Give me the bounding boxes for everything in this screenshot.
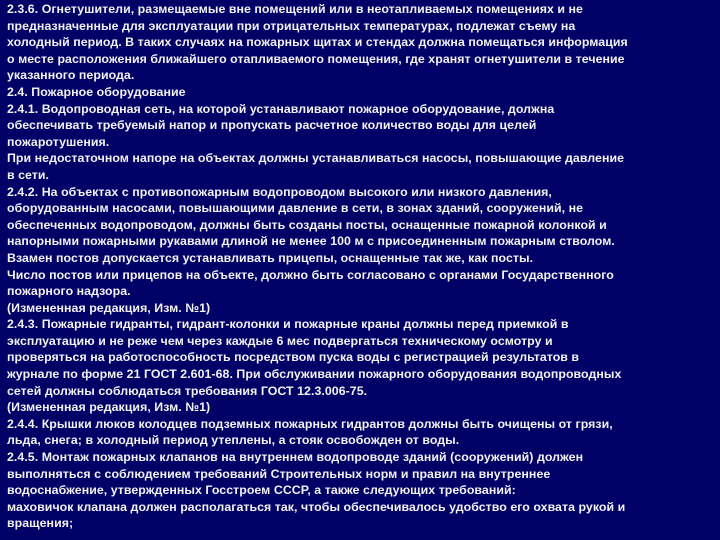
text-line: о месте расположения ближайшего отапливаемого помещения, где хранят огнетушители в течение: [7, 51, 625, 66]
text-line: Число постов или прицепов на объекте, должно быть согласовано с органами Государственного: [7, 267, 614, 282]
text-line: пожарного надзора.: [7, 284, 131, 299]
text-line: предназначенные для эксплуатации при отрицательных температурах, подлежат съему на: [7, 18, 576, 33]
text-line: 2.4.2. На объектах с противопожарным водопроводом высокого или низкого давления,: [7, 184, 552, 199]
text-line: льда, снега; в холодный период утеплены, а стояк освобожден от воды.: [7, 433, 460, 448]
text-line: обеспеченных водопроводом, должны быть созданы посты, оснащенные пожарной колонкой и: [7, 217, 607, 232]
text-line: проверяться на работоспособность посредством пуска воды с регистрацией результатов в: [7, 350, 580, 365]
amendment-note: (Измененная редакция, Изм. №1): [7, 300, 211, 315]
text-line: 2.4.1. Водопроводная сеть, на которой устанавливают пожарное оборудование, должна: [7, 101, 555, 116]
document-text: [7, 1, 717, 532]
text-line: маховичок клапана должен располагаться так, чтобы обеспечивалось удобство его охвата рукой и: [7, 499, 626, 514]
amendment-note: (Измененная редакция, Изм. №1): [7, 400, 211, 415]
text-line: в сети.: [7, 167, 50, 182]
text-line: холодный период. В таких случаях на пожарных щитах и стендах должна помещаться информация: [7, 35, 628, 50]
text-line: 2.3.6. Огнетушители, размещаемые вне помещений или в неотапливаемых помещениях и не: [7, 2, 583, 16]
text-line: напорными пожарными рукавами длиной не менее 100 м с присоединенным пожарным стволом.: [7, 234, 615, 249]
text-line: 2.4.4. Крышки люков колодцев подземных пожарных гидрантов должны быть очищены от грязи,: [7, 416, 613, 431]
text-line: сетей должны соблюдаться требования ГОСТ 12.3.006-75.: [7, 383, 368, 398]
text-line: При недостаточном напоре на объектах должны устанавливаться насосы, повышающие давление: [7, 151, 625, 166]
text-line: журнале по форме 21 ГОСТ 2.601-68. При обслуживании пожарного оборудования водопроводных: [7, 367, 622, 382]
text-line: водоснабжение, утвержденных Госстроем СССР, а также следующих требований:: [7, 483, 516, 498]
text-line: пожаротушения.: [7, 134, 110, 149]
text-line: оборудованным насосами, повышающими давление в сети, в зонах зданий, сооружений, не: [7, 201, 584, 216]
text-line: эксплуатацию и не реже чем через каждые 6 мес подвергаться техническому осмотру и: [7, 333, 553, 348]
text-line: указанного периода.: [7, 68, 135, 83]
text-line: вращения;: [7, 516, 74, 531]
text-line: выполняться с соблюдением требований Строительных норм и правил на внутреннее: [7, 466, 551, 481]
text-line: 2.4.5. Монтаж пожарных клапанов на внутреннем водопроводе зданий (сооружений) должен: [7, 450, 584, 465]
text-line: обеспечивать требуемый напор и пропускать расчетное количество воды для целей: [7, 118, 537, 133]
text-line: 2.4.3. Пожарные гидранты, гидрант-колонки и пожарные краны должны перед приемкой в: [7, 317, 569, 332]
text-line: Взамен постов допускается устанавливать прицепы, оснащенные так же, как посты.: [7, 250, 534, 265]
section-heading: 2.4. Пожарное оборудование: [7, 84, 186, 99]
